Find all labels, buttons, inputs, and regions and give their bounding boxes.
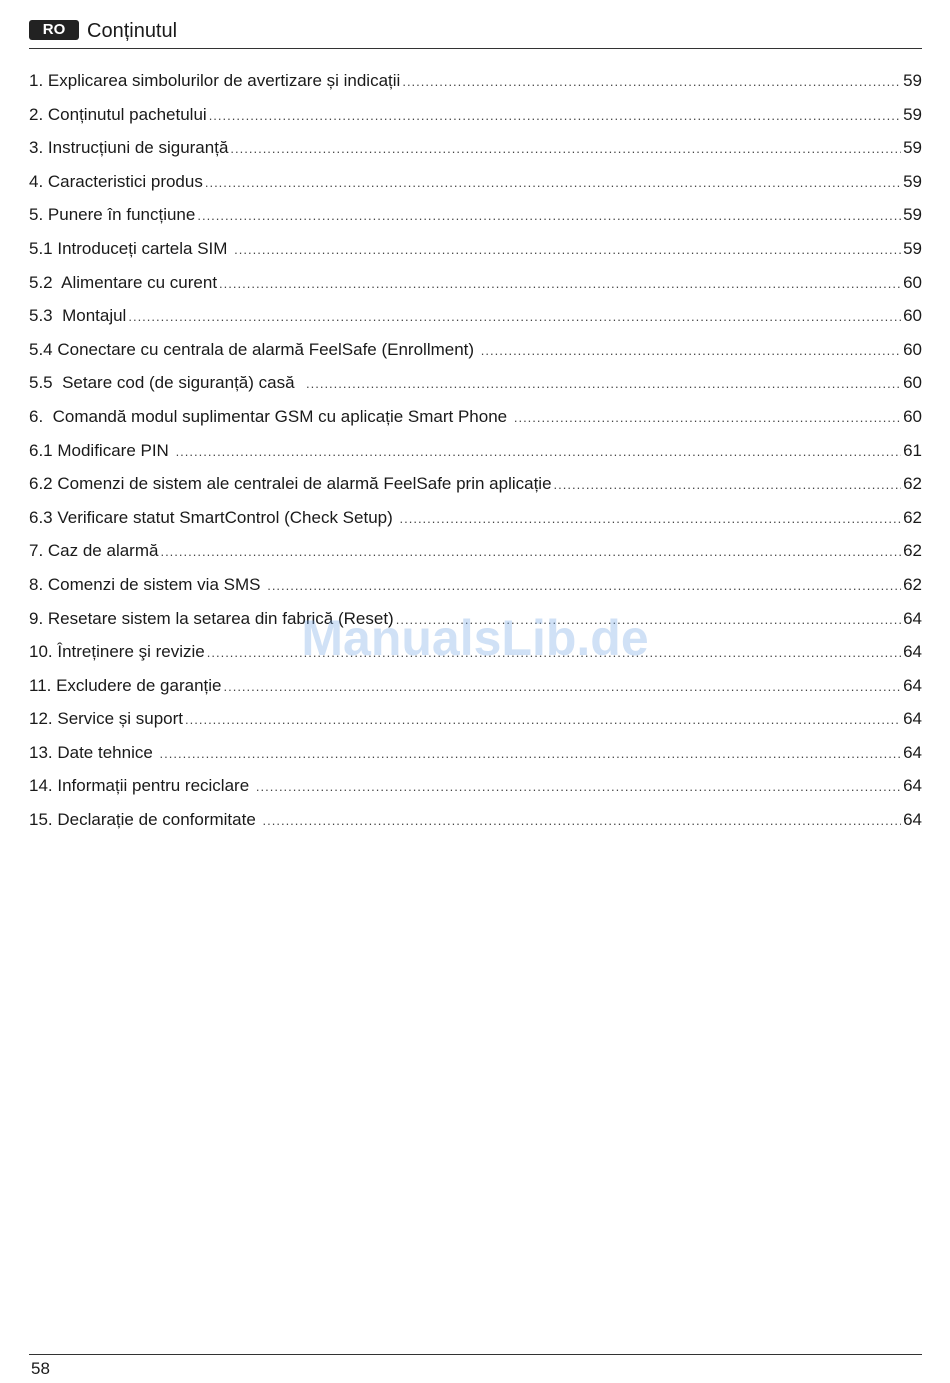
toc-leader-dots: [230, 132, 901, 166]
toc-entry-page: 59: [903, 104, 922, 124]
toc-entry-label: 5.5 Setare cod (de siguranță) casă: [29, 373, 304, 393]
toc-entry[interactable]: [29, 299, 922, 333]
toc-leader-dots: [234, 233, 901, 267]
toc-leader-dots: [554, 468, 902, 502]
toc-entry[interactable]: [29, 131, 922, 165]
toc-entry[interactable]: [29, 98, 922, 132]
toc-leader-dots: [396, 603, 901, 637]
toc-entry-page: 62: [903, 507, 922, 527]
toc-leader-dots: [400, 502, 902, 536]
toc-leader-dots: [160, 737, 902, 771]
toc-entry-label: 6.1 Modificare PIN: [29, 440, 174, 460]
toc-leader-dots: [176, 435, 902, 469]
toc-entry[interactable]: [29, 266, 922, 300]
toc-entry-label: 15. Declarație de conformitate: [29, 810, 261, 830]
toc-leader-dots: [267, 569, 901, 603]
toc-entry-label: 9. Resetare sistem la setarea din fabrică (Reset): [29, 608, 394, 628]
toc-entry-label: 5.1 Introduceți cartela SIM: [29, 238, 233, 258]
toc-entry-page: 59: [903, 138, 922, 158]
toc-entry-label: 12. Service și suport: [29, 709, 184, 729]
toc-entry[interactable]: [29, 669, 922, 703]
toc-entry[interactable]: [29, 232, 922, 266]
page-title: Conținutul: [87, 20, 178, 42]
toc-entry-page: 62: [903, 541, 922, 561]
toc-leader-dots: [197, 199, 901, 233]
toc-entry-label: 13. Date tehnice: [29, 742, 158, 762]
toc-entry[interactable]: [29, 602, 922, 636]
toc-entry-label: 8. Comenzi de sistem via SMS: [29, 574, 266, 594]
toc-entry-label: 5. Punere în funcțiune: [29, 205, 196, 225]
page-header: [29, 18, 922, 49]
toc-entry-page: 60: [903, 406, 922, 426]
toc-entry[interactable]: [29, 198, 922, 232]
toc-entry-page: 64: [903, 642, 922, 662]
toc-entry-label: 1. Explicarea simbolurilor de avertizare și indicații: [29, 71, 401, 90]
toc-entry-page: 64: [903, 776, 922, 796]
toc-entry-page: 59: [903, 71, 922, 90]
toc-entry-page: 59: [903, 205, 922, 225]
toc-entry-label: 5.4 Conectare cu centrala de alarmă FeelSafe (Enrollment): [29, 339, 479, 359]
toc-leader-dots: [402, 65, 901, 99]
toc-entry[interactable]: [29, 467, 922, 501]
footer-divider: [29, 1354, 922, 1355]
toc-entry-page: 60: [903, 272, 922, 292]
toc-entry-page: 60: [903, 339, 922, 359]
toc-entry[interactable]: [29, 702, 922, 736]
toc-entry-label: 2. Conținutul pachetului: [29, 104, 207, 124]
toc-entry-label: 7. Caz de alarmă: [29, 541, 159, 561]
toc-entry-page: 62: [903, 474, 922, 494]
toc-entry-label: 5.3 Montajul: [29, 306, 127, 326]
toc-entry[interactable]: [29, 333, 922, 367]
toc-entry[interactable]: [29, 501, 922, 535]
toc-leader-dots: [514, 401, 901, 435]
toc-entry-page: 60: [903, 373, 922, 393]
toc-entry-label: 3. Instrucțiuni de siguranță: [29, 138, 229, 158]
toc-entry-label: 14. Informații pentru reciclare: [29, 776, 254, 796]
toc-entry[interactable]: [29, 803, 922, 837]
toc-entry[interactable]: [29, 635, 922, 669]
toc-leader-dots: [223, 670, 901, 704]
toc-entry-label: 4. Caracteristici produs: [29, 171, 203, 191]
toc-entry[interactable]: [29, 736, 922, 770]
toc-entry[interactable]: [29, 400, 922, 434]
toc-leader-dots: [306, 367, 901, 401]
toc-leader-dots: [128, 300, 901, 334]
toc-entry-page: 59: [903, 171, 922, 191]
toc-leader-dots: [209, 99, 901, 133]
toc-leader-dots: [256, 770, 901, 804]
toc-entry[interactable]: [29, 568, 922, 602]
toc-entry-page: 64: [903, 709, 922, 729]
toc-entry-page: 61: [903, 440, 922, 460]
toc-entry-page: 62: [903, 574, 922, 594]
toc-entry-label: 5.2 Alimentare cu curent: [29, 272, 218, 292]
toc-entry[interactable]: [29, 366, 922, 400]
toc-entry-page: 59: [903, 238, 922, 258]
toc-entry-page: 64: [903, 810, 922, 830]
toc-entry-label: 6. Comandă modul suplimentar GSM cu aplicație Smart Phone: [29, 406, 512, 426]
toc-entry-page: 64: [903, 675, 922, 695]
toc-entry-label: 6.2 Comenzi de sistem ale centralei de alarmă FeelSafe prin aplicație: [29, 474, 552, 494]
toc-entry[interactable]: [29, 64, 922, 98]
table-of-contents: [29, 64, 922, 837]
toc-entry-page: 60: [903, 306, 922, 326]
toc-entry-page: 64: [903, 742, 922, 762]
toc-entry-label: 6.3 Verificare statut SmartControl (Check Setup): [29, 507, 398, 527]
toc-entry[interactable]: [29, 769, 922, 803]
watermark: ManualsLib.de: [301, 610, 649, 666]
toc-entry[interactable]: [29, 434, 922, 468]
toc-leader-dots: [160, 535, 901, 569]
toc-leader-dots: [205, 166, 901, 200]
toc-entry[interactable]: [29, 165, 922, 199]
toc-entry-page: 64: [903, 608, 922, 628]
toc-leader-dots: [185, 703, 901, 737]
toc-leader-dots: [481, 334, 901, 368]
toc-entry-label: 10. Întreținere şi revizie: [29, 642, 205, 662]
page-number: 58: [31, 1359, 50, 1378]
toc-leader-dots: [219, 267, 901, 301]
toc-leader-dots: [263, 804, 902, 838]
toc-leader-dots: [207, 636, 901, 670]
toc-entry[interactable]: [29, 534, 922, 568]
toc-entry-label: 11. Excludere de garanție: [29, 675, 222, 695]
language-badge: RO: [29, 20, 79, 40]
